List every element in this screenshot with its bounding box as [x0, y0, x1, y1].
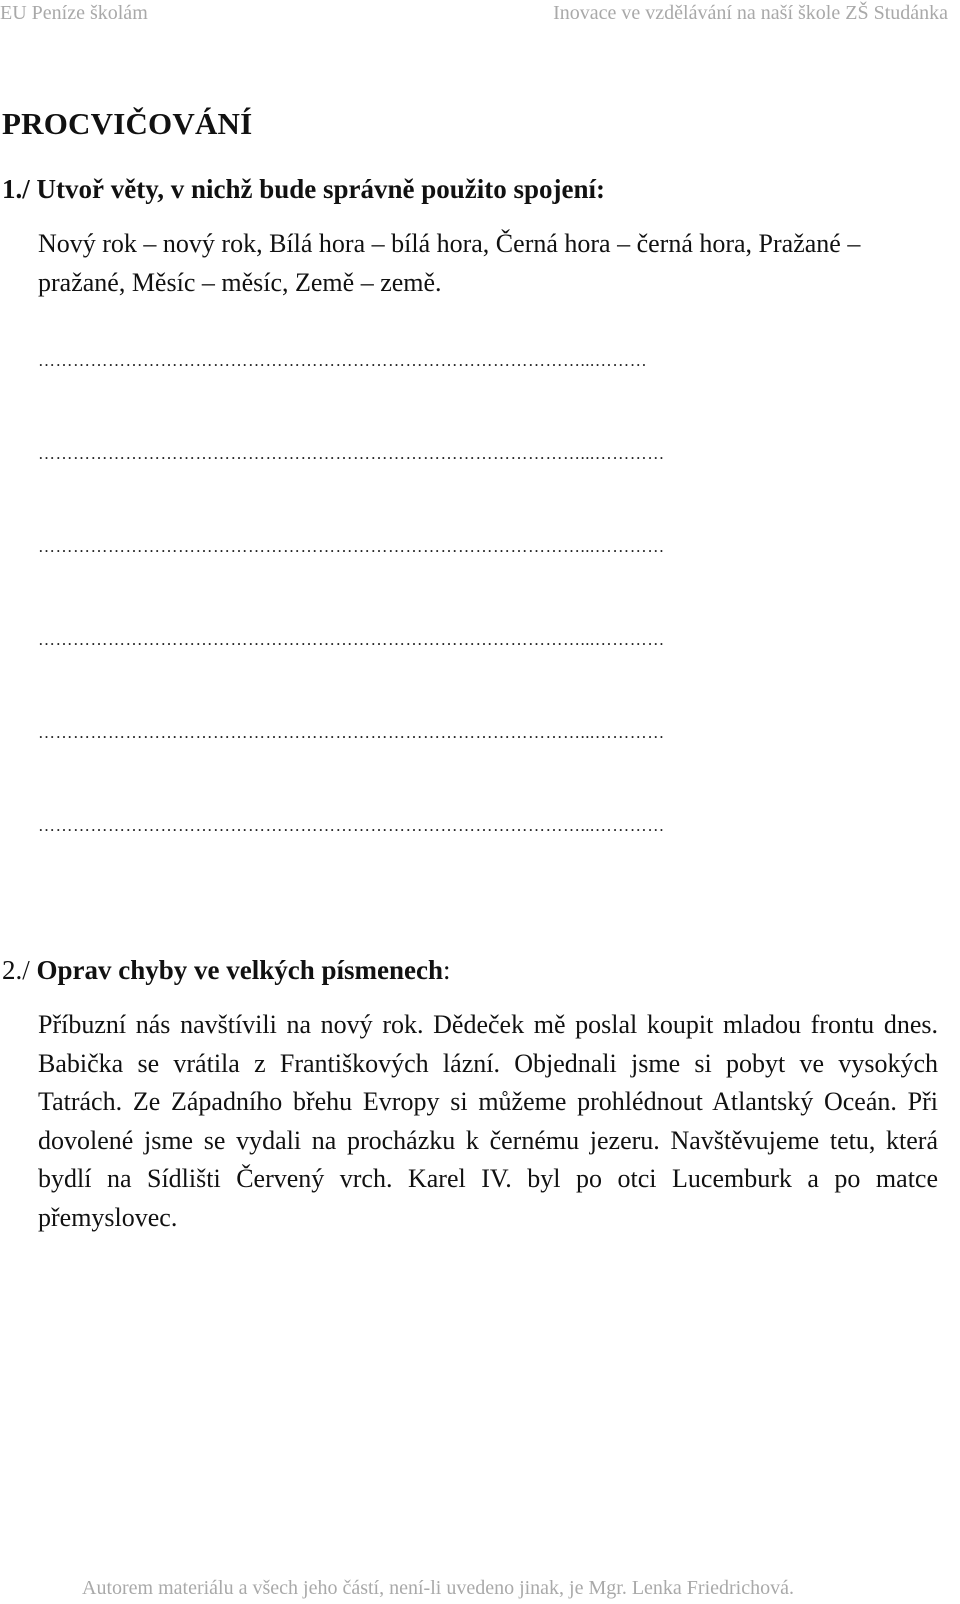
footer-author-note: Autorem materiálu a všech jeho částí, není-li uvedeno jinak, je Mgr. Lenka Friedrichová.: [82, 1577, 794, 1599]
task1-heading: 1./ Utvoř věty, v nichž bude správně použito spojení:: [2, 174, 606, 204]
header-school-name: Inovace ve vzdělávání na naší škole ZŠ Studánka: [553, 2, 948, 24]
answer-line-6[interactable]: …………………………………………………………………………………...…………: [38, 817, 665, 835]
answer-line-4[interactable]: …………………………………………………………………………………...…………: [38, 631, 665, 649]
task2-heading-text: Oprav chyby ve velkých písmenech: [29, 955, 444, 985]
answer-line-1[interactable]: …………………………………………………………………………………...………: [38, 352, 648, 370]
answer-line-5[interactable]: …………………………………………………………………………………...…………: [38, 724, 665, 742]
header-project-name: EU Peníze školám: [0, 2, 148, 24]
answer-line-2[interactable]: …………………………………………………………………………………...…………: [38, 445, 665, 463]
task2-heading: [2, 955, 451, 986]
answer-lines: [38, 352, 928, 910]
task1-word-pairs: Nový rok – nový rok, Bílá hora – bílá hora, Černá hora – černá hora, Pražané – pražané, Měsíc – měsíc, Země – země.: [38, 229, 861, 297]
page-title: PROCVIČOVÁNÍ: [2, 106, 253, 141]
task2-number: 2./: [2, 955, 30, 985]
task2-exercise-text: Příbuzní nás navštívili na nový rok. Dědeček mě poslal koupit mladou frontu dnes. Babička se vrátila z Františkových lázní. Objednali jsme si pobyt ve vysokých Tatrách. Ze Západního břehu Evropy si můžeme prohlédnout Atlantský Oceán. Při dovolené jsme se vydali na procházku k černému jezeru. Navštěvujeme tetu, která bydlí na Sídlišti Červený vrch. Karel IV. byl po otci Lucemburk a po matce přemyslovec.: [38, 1010, 938, 1232]
task2-heading-colon: :: [443, 955, 451, 985]
answer-line-3[interactable]: …………………………………………………………………………………...…………: [38, 538, 665, 556]
